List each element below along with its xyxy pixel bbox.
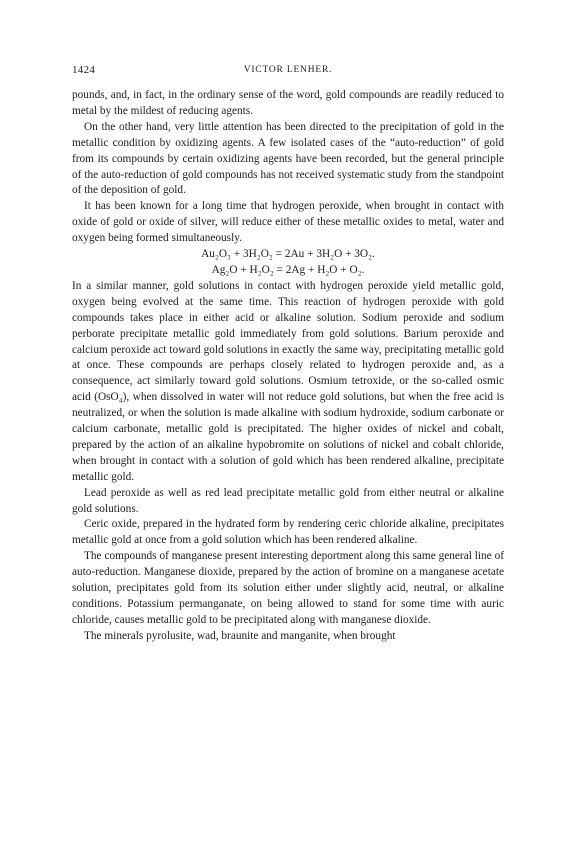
document-page <box>72 60 504 645</box>
running-head: VICTOR LENHER. <box>243 65 333 75</box>
paragraph: On the other hand, very little attention has been directed to the precipitation of gold in the metallic condition by oxidizing agents. A few isolated cases of the “auto-reduction” of gold from its compounds by certain oxidizing agents have been recorded, but the general principle of the auto-reduction of gold compounds has not received systematic study from the standpoint of the deposition of gold. <box>72 120 504 197</box>
paragraph: Ceric oxide, prepared in the hydrated form by rendering ceric chloride alkaline, precipitates metallic gold at once from a gold solution which has been rendered alkaline. <box>72 518 504 547</box>
page-number: 1424 <box>72 64 96 76</box>
paragraph: It has been known for a long time that hydrogen peroxide, when brought in contact with oxide of gold or oxide of silver, will reduce either of these metallic oxides to metal, water and oxygen being formed simultaneously. <box>72 200 504 245</box>
paragraph: pounds, and, in fact, in the ordinary sense of the word, gold compounds are readily reduced to metal by the mildest of reducing agents. <box>72 89 504 117</box>
page-header <box>72 60 504 80</box>
chemical-equation: Au₂O₃ + 3H₂O₂ = 2Au + 3H₂O + 3O₂. <box>201 248 375 261</box>
paragraph: The compounds of manganese present interesting deportment along this same general line of auto-reduction. Manganese dioxide, prepared by the action of bromine on a manganese acetate solution, precipitates gold from its solution either under slightly acid, neutral, or alkaline conditions. Potassium permanganate, on being allowed to stand for some time with auric chloride, causes metallic gold to be precipitated along with manganese dioxide. <box>72 550 504 626</box>
paragraph: The minerals pyrolusite, wad, braunite and manganite, when brought <box>84 629 396 642</box>
chemical-equation: Ag₂O + H₂O₂ = 2Ag + H₂O + O₂. <box>211 263 365 276</box>
body-text <box>72 88 504 645</box>
paragraph: In a similar manner, gold solutions in contact with hydrogen peroxide yield metallic gold, oxygen being evolved at the same time. This reaction of hydrogen peroxide with gold compounds takes place in either acid or alkaline solution. Sodium peroxide and sodium perborate precipitate metallic gold immediately from gold solutions. Barium peroxide and calcium peroxide act toward gold solutions in exactly the same way, precipitating metallic gold at once. These compounds are perhaps closely related to hydrogen peroxide and, as a consequence, act similarly toward gold solutions. Osmium tetroxide, or the so-called osmic acid (OsO₄), when dissolved in water will not reduce gold solutions, but when the free acid is neutralized, or when the solution is made alkaline with sodium hydroxide, sodium carbonate or calcium carbonate, metallic gold is precipitated. The higher oxides of nickel and cobalt, prepared by the action of an alkaline hypobromite on solutions of nickel and cobalt chloride, when brought in contact with a solution of gold which has been rendered alkaline, precipitate metallic gold. <box>72 279 504 483</box>
paragraph: Lead peroxide as well as red lead precipitate metallic gold from either neutral or alkaline gold solutions. <box>72 486 504 515</box>
